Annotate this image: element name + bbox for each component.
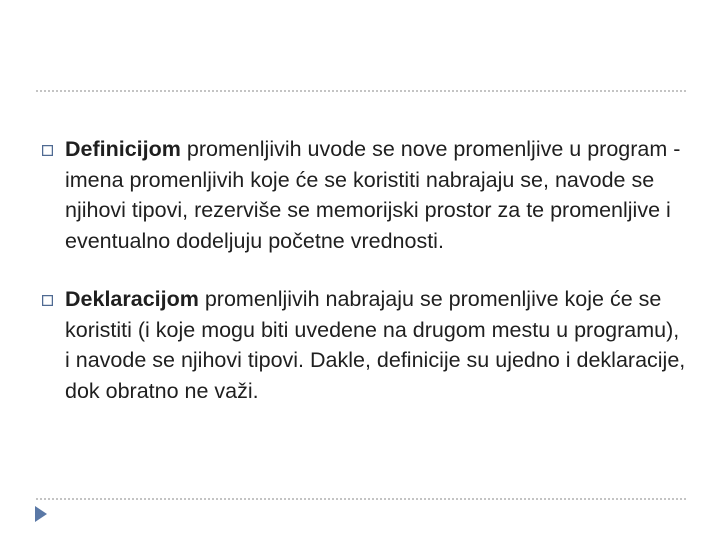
bullet-term: Definicijom [65,137,181,161]
square-bullet-icon [42,295,53,306]
bullet-item-deklaracija [36,284,686,406]
bullet-term: Deklaracijom [65,287,199,311]
square-bullet-icon [42,145,53,156]
bullet-item-definicija [36,134,686,256]
bullet-text: promenljivih nabrajaju se promenljive koje će se koristiti (i koje mogu biti uvedene na drugom mestu u programu), i navode se njihovi tipovi. Dakle, definicije su ujedno i deklaracije, dok obratno ne važi. [65,287,686,403]
bullet-text: promenljivih uvode se nove promenljive u program - imena promenljivih koje će se koristiti nabrajaju se, navode se njihovi tipovi, rezerviše se memorijski prostor za te promenljive i eventualno dodeljuju početne vrednosti. [65,137,681,253]
bullet-list [36,134,686,406]
next-slide-arrow-icon[interactable] [34,505,48,523]
bottom-divider [36,498,686,500]
top-divider [36,90,686,92]
